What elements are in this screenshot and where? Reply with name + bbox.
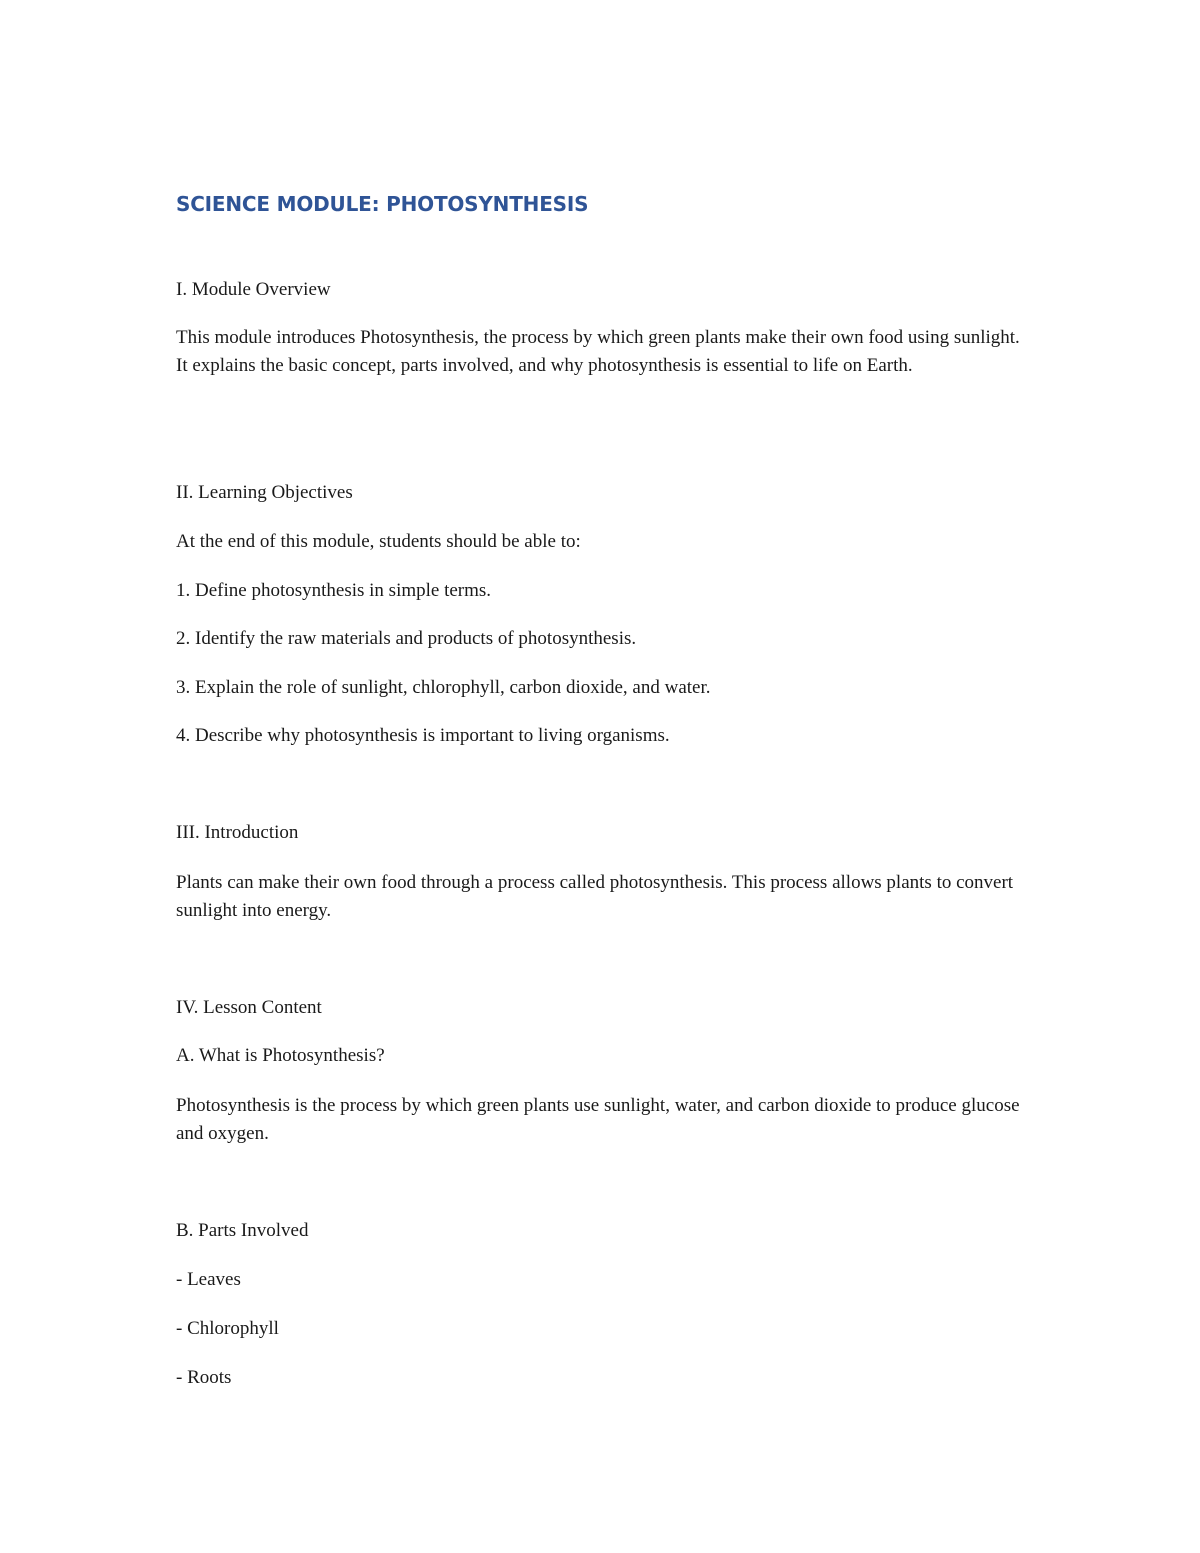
parts-list-item: - Leaves — [176, 1269, 241, 1290]
introduction-heading: III. Introduction — [176, 822, 299, 843]
section-a-paragraph: Photosynthesis is the process by which green plants use sunlight, water, and carbon dioxide to produce glucose and oxygen. — [176, 1095, 1020, 1144]
introduction-paragraph: Plants can make their own food through a process called photosynthesis. This process allows plants to convert sunlight into energy. — [176, 872, 1014, 921]
objectives-heading: II. Learning Objectives — [176, 482, 353, 503]
overview-heading: I. Module Overview — [176, 279, 331, 300]
overview-paragraph: This module introduces Photosynthesis, the process by which green plants make their own food using sunlight. It explains the basic concept, parts involved, and why photosynthesis is essential to life on Earth. — [176, 327, 1020, 376]
section-a-heading: A. What is Photosynthesis? — [176, 1045, 385, 1066]
objectives-intro: At the end of this module, students should be able to: — [176, 531, 581, 552]
objective-item: 4. Describe why photosynthesis is important to living organisms. — [176, 725, 670, 746]
lesson-heading: IV. Lesson Content — [176, 997, 322, 1018]
objective-item: 3. Explain the role of sunlight, chlorophyll, carbon dioxide, and water. — [176, 677, 711, 698]
objective-item: 1. Define photosynthesis in simple terms. — [176, 580, 492, 601]
objective-item: 2. Identify the raw materials and products of photosynthesis. — [176, 628, 637, 649]
parts-list-item: - Roots — [176, 1367, 232, 1388]
parts-list-item: - Chlorophyll — [176, 1318, 279, 1339]
section-b-heading: B. Parts Involved — [176, 1220, 309, 1241]
document-title: SCIENCE MODULE: PHOTOSYNTHESIS — [176, 192, 589, 216]
